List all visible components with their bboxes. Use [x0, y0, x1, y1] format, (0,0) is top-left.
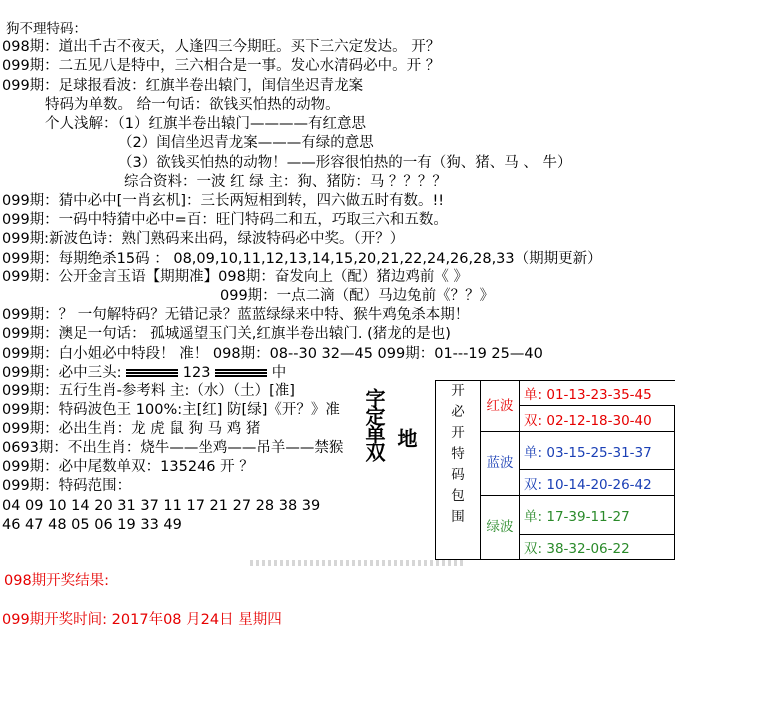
- line-099-prophecy: 099期：二五见八是特中，三六相合是一事。发心水清码必中。开 ？: [2, 58, 441, 74]
- line-kill-15: 099期：每期绝杀15码 ： 08,09,10,11,12,13,14,15,20,21,22,24,26,28,33（期期更新）: [2, 251, 602, 267]
- line-macau: 099期：澳足一句话： 孤城遥望玉门关,红旗半卷出辕门. (猪龙的是也): [2, 326, 451, 342]
- result-label: 098期开奖结果:: [4, 573, 110, 589]
- line-five-elements: 099期：五行生肖-参考料 主:（水）（土）[准]: [2, 383, 295, 399]
- line-tail-numbers: 099期：必中尾数单双：135246 开 ？: [2, 459, 254, 475]
- faint-divider: [250, 560, 465, 566]
- striped-bar-icon: [152, 369, 178, 377]
- row-label: 双: 38-32-06-22: [520, 534, 675, 559]
- line-wave-poem: 099期:新波色诗：熟门熟码来出码，绿波特码必中奖。（开？）: [2, 231, 405, 247]
- three-heads-value: 123: [182, 365, 211, 381]
- line-special-odd: 特码为单数。 给一句话：欲钱买怕热的动物。: [45, 97, 340, 113]
- striped-bar-icon: [126, 369, 152, 377]
- group-red: 红波: [481, 381, 520, 432]
- line-football-report: 099期：足球报看波：红旗半卷出辕门，闺信坐迟青龙案: [2, 78, 364, 94]
- side-vertical-text-2: 地: [394, 428, 418, 446]
- box-header: [436, 381, 481, 560]
- line-riddle-1: 099期：猜中必中[一肖玄机]：三长两短相到转，四六做五时有数。!!: [2, 193, 445, 209]
- row-label: 单: 01-13-23-35-45: [520, 381, 675, 406]
- three-heads-tail: 中: [271, 365, 287, 381]
- line-golden-words: 099期：公开金言玉语【期期准】098期：奋发向上（配）猪边鸡前《 》: [2, 269, 468, 285]
- line-range-title: 099期：特码范围：: [2, 478, 132, 494]
- group-blue: 蓝波: [481, 431, 520, 495]
- three-heads-label: 099期：必中三头:: [2, 365, 122, 381]
- row-label: 单: 17-39-11-27: [520, 495, 675, 534]
- group-green: 绿波: [481, 495, 520, 559]
- line-wave-king: 099期：特码波色王 100%:主[红] 防[绿]《开？》准: [2, 402, 340, 418]
- line-personal-1: 个人浅解：（1）红旗半卷出辕门————有红意思: [45, 116, 366, 132]
- draw-time: 099期开奖时间: 2017年08 月24日 星期四: [2, 612, 282, 628]
- line-summary: 综合资料：一波 红 绿 主：狗、猪防：马 ？？？？: [124, 174, 447, 190]
- row-label: 单: 03-15-25-31-37: [520, 431, 675, 470]
- line-segment: 099期：白小姐必中特段！ 准！ 098期：08--30 32—45 099期：01---19 25—40: [2, 346, 543, 362]
- row-label: 双: 10-14-20-26-42: [520, 470, 675, 495]
- line-three-heads: [2, 364, 286, 382]
- line-range-2: 46 47 48 05 06 19 33 49: [2, 517, 182, 533]
- line-golden-words-2: 099期：一点二滴（配）马边兔前《？？》: [220, 288, 495, 304]
- wave-box: [435, 380, 675, 560]
- line-must-zodiac: 099期：必出生肖：龙 虎 鼠 狗 马 鸡 猪: [2, 421, 261, 437]
- striped-bar-icon: [215, 369, 241, 377]
- line-personal-3: （3）欲钱买怕热的动物！——形容很怕热的一有（狗、猪、马 、 牛）: [118, 155, 572, 171]
- line-range-1: 04 09 10 14 20 31 37 11 17 21 27 28 38 39: [2, 498, 321, 514]
- line-no-zodiac: 0693期：不出生肖：烧牛——坐鸡——吊羊——禁猴: [2, 440, 344, 456]
- line-riddle-2: 099期：一码中特猜中必中=百：旺门特码二和五，巧取三六和五数。: [2, 212, 448, 228]
- side-vertical-text: 字定单双: [362, 388, 386, 460]
- striped-bar-icon: [241, 369, 267, 377]
- box-header-text: 开必开特码包围: [451, 383, 465, 525]
- line-098-prophecy: 098期：道出千古不夜天，人逢四三今期旺。买下三六定发达。 开？: [2, 39, 441, 55]
- page-title: 狗不理特码：: [6, 21, 87, 37]
- line-one-sentence: 099期：？ 一句解特码？无错记录？蓝蓝绿绿来中特、猴牛鸡兔杀本期！: [2, 307, 470, 323]
- line-personal-2: （2）闺信坐迟青龙案———有绿的意思: [118, 135, 374, 151]
- row-label: 双: 02-12-18-30-40: [520, 406, 675, 431]
